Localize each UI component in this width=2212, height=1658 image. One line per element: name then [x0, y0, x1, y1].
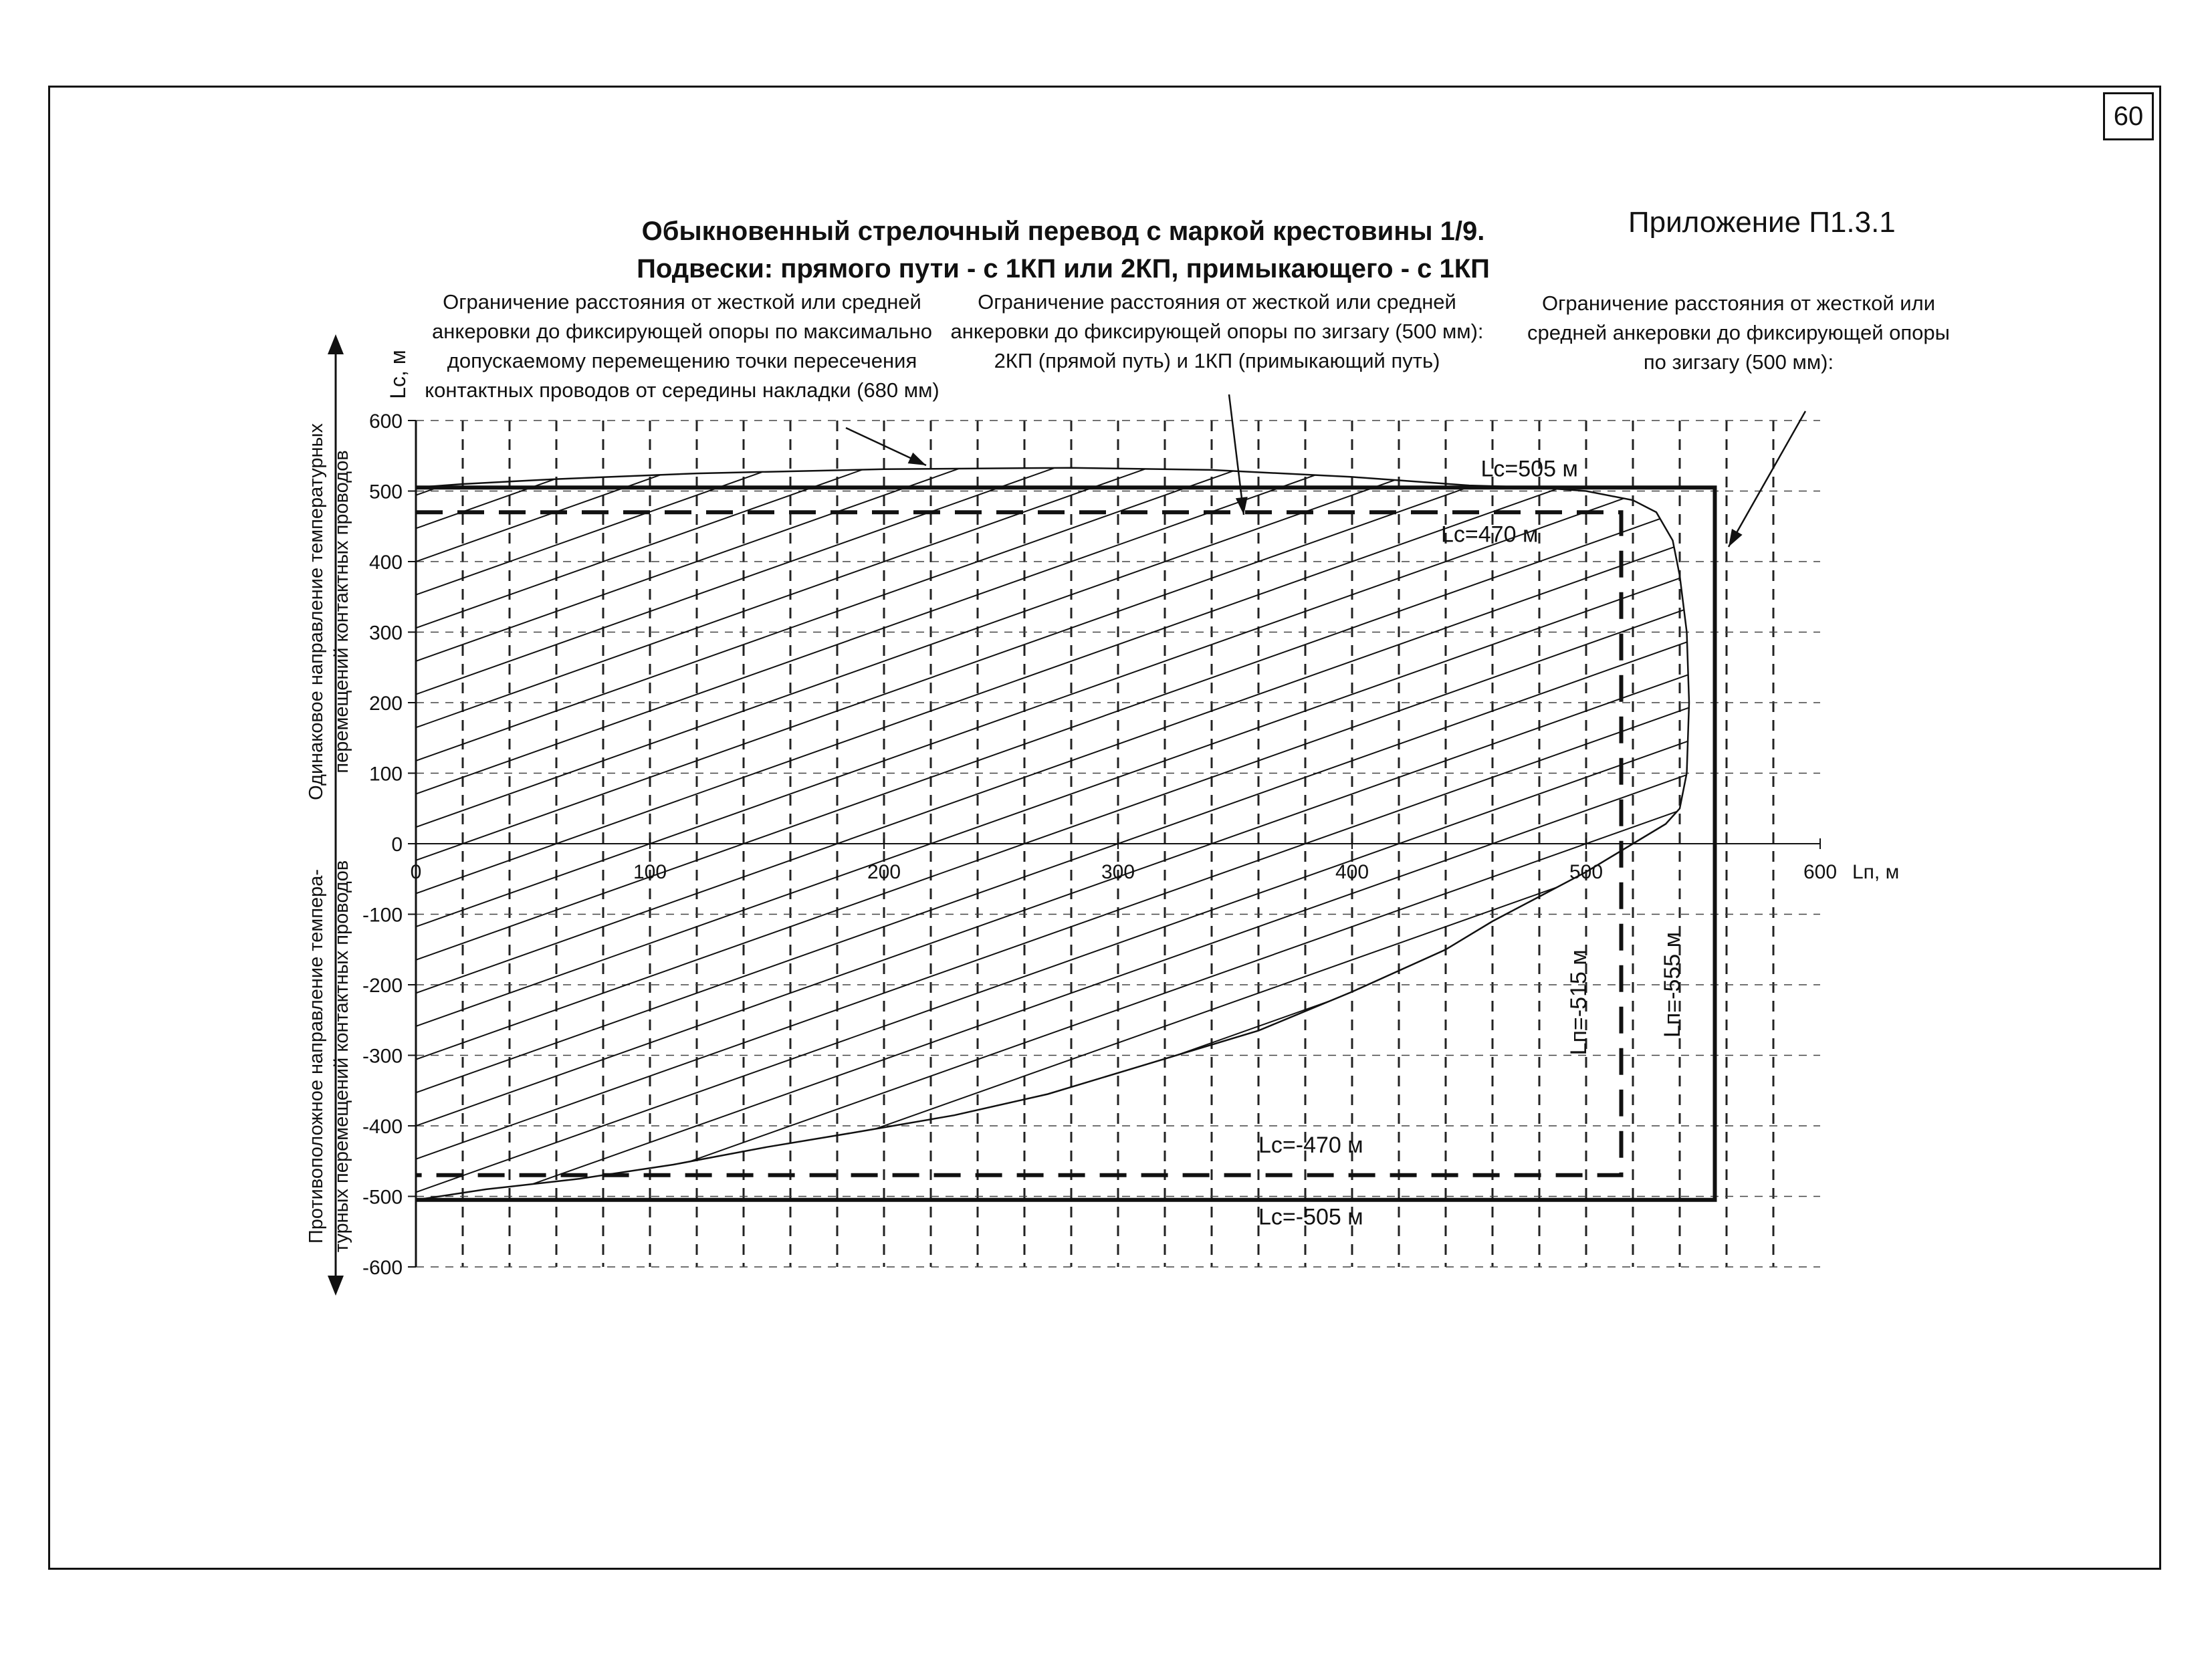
y-tick-label: 500 [368, 481, 403, 503]
y-tick-label: -300 [362, 1045, 403, 1068]
annotation-label: Lп=-515 м [1566, 949, 1591, 1056]
x-tick-label: 500 [1569, 861, 1603, 883]
y-tick-label: 300 [368, 622, 403, 644]
y-tick-label: -100 [362, 904, 403, 927]
leader-arrow-right [1729, 411, 1805, 547]
hatch-line [0, 421, 65, 1267]
y-axis-label: Lс, м [386, 350, 410, 399]
x-tick-label: 0 [410, 861, 422, 883]
leader-arrow-left-head [908, 453, 926, 465]
y-tick-label: -500 [362, 1186, 403, 1209]
y-tick-label: 200 [368, 693, 403, 715]
leader-arrow-middle [1229, 394, 1244, 515]
side-label-lower-1: Противоположное направление темпера- [306, 868, 327, 1244]
y-tick-label: 600 [368, 410, 403, 433]
side-label-upper-1: Одинаковое направление температурных [306, 423, 327, 800]
y-tick-label: -200 [362, 975, 403, 997]
y-tick-label: 0 [391, 834, 403, 856]
y-tick-label: 100 [368, 763, 403, 786]
side-arrow-down [328, 1276, 344, 1296]
axes [328, 334, 1820, 1296]
x-tick-label: 200 [867, 861, 901, 883]
x-tick-label: 100 [633, 861, 667, 883]
annotation-label: Lс=-470 м [1258, 1133, 1363, 1159]
title-line-1: Обыкновенный стрелочный перевод с маркой крестовины 1/9. [641, 217, 1485, 246]
y-tick-label: -400 [362, 1116, 403, 1138]
annotation-label: Lп=-555 м [1660, 931, 1685, 1038]
note-middle: Ограничение расстояния от жесткой или средней анкеровки до фиксирующей опоры по зигзагу (500 мм): 2КП (прямой путь) и 1КП (примыкающий путь) [950, 290, 1484, 372]
page-number: 60 [2103, 92, 2154, 140]
note-left: Ограничение расстояния от жесткой или средней анкеровки до фиксирующей опоры по максимально допускаемому перемещению точки пересечения контактных проводов от середины накладки (680 мм) [425, 290, 939, 402]
leader-arrow-right-head [1729, 529, 1743, 547]
x-tick-label: 300 [1101, 861, 1135, 883]
appendix-label: Приложение П1.3.1 [1628, 206, 1896, 239]
x-tick-label: 400 [1335, 861, 1369, 883]
y-tick-label: 400 [368, 552, 403, 574]
annotation-label: Lс=470 м [1441, 521, 1539, 548]
annotation-label: Lс=-505 м [1258, 1204, 1363, 1230]
annotation-label: Lс=505 м [1480, 456, 1578, 482]
note-right: Ограничение расстояния от жесткой или средней анкеровки до фиксирующей опоры по зигзагу (500 мм): [1527, 291, 1950, 374]
x-tick-label: 600 [1803, 861, 1838, 883]
y-tick-label: -600 [362, 1257, 403, 1279]
side-label-upper-2: перемещений контактных проводов [331, 450, 352, 774]
side-label-lower-2: турных перемещений контактных проводов [331, 860, 352, 1253]
hatch-line [0, 421, 158, 1267]
hatch-line [0, 421, 346, 1267]
x-axis-label: Lп, м [1852, 861, 1900, 883]
side-arrow-up [328, 334, 344, 354]
hatch-line [0, 421, 439, 1267]
hatch-line [0, 421, 252, 1267]
title-line-2: Подвески: прямого пути - с 1КП или 2КП, примыкающего - с 1КП [637, 254, 1490, 283]
